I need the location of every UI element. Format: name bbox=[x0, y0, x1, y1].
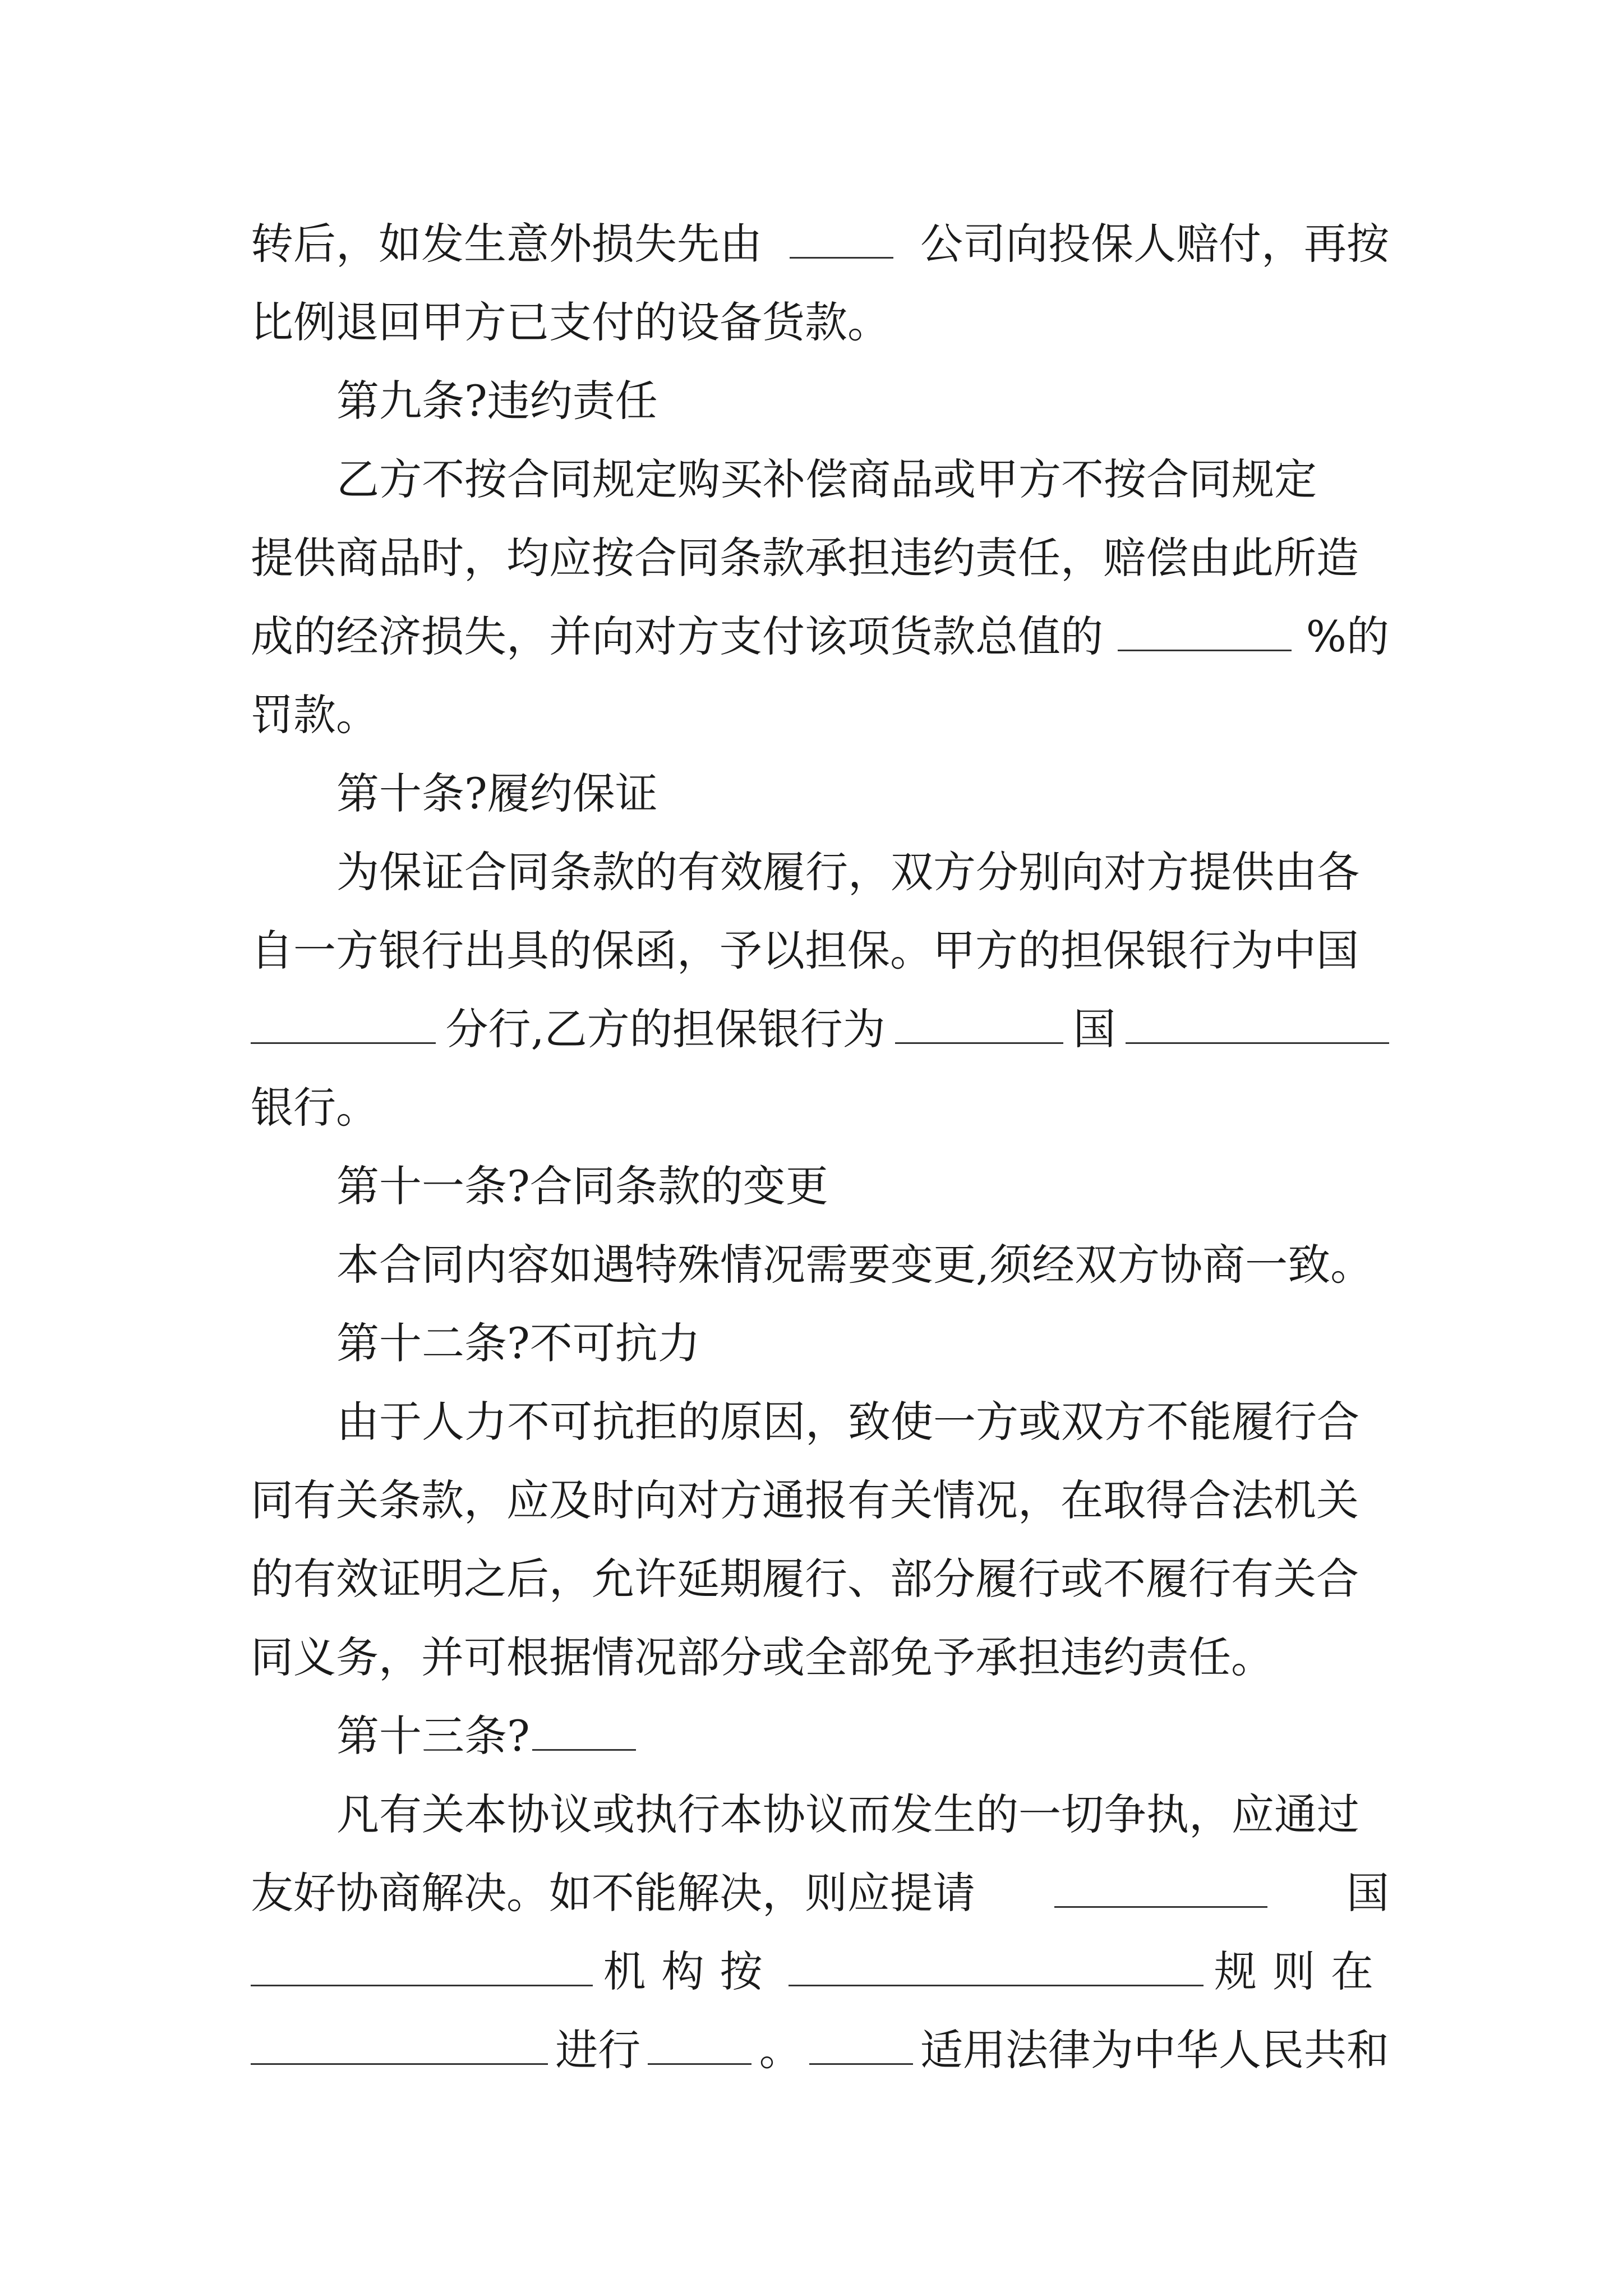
text-run: 乙方不按合同规定购买补偿商品或甲方不按合同规定 bbox=[336, 454, 1317, 504]
text-run: 本合同内容如遇特殊情况需要变更,须经双方协商一致。 bbox=[336, 1240, 1373, 1290]
text-run: 规则在 bbox=[1214, 1947, 1389, 1996]
blank-field[interactable] bbox=[1054, 1867, 1267, 1908]
text-line-1 bbox=[251, 205, 1389, 283]
text-run: 公司向投保人赔付，再按 bbox=[920, 219, 1389, 269]
text-line-18 bbox=[251, 1540, 1389, 1618]
text-line-10 bbox=[251, 912, 1389, 990]
blank-field[interactable] bbox=[789, 1945, 1204, 1986]
blank-field[interactable] bbox=[251, 2024, 548, 2065]
blank-field[interactable] bbox=[790, 218, 893, 259]
article-10-heading bbox=[336, 754, 1389, 833]
blank-field[interactable] bbox=[251, 1003, 436, 1044]
heading-text: 第十条?履约保证 bbox=[336, 769, 658, 818]
text-line-21 bbox=[336, 1775, 1389, 1854]
text-line-24 bbox=[251, 2011, 1389, 2090]
text-line-17 bbox=[251, 1461, 1389, 1540]
blank-field[interactable] bbox=[532, 1710, 636, 1751]
text-run: 凡有关本协议或执行本协议而发生的一切争执，应通过 bbox=[336, 1789, 1359, 1839]
heading-text: 第十三条? bbox=[336, 1711, 530, 1761]
text-line-11 bbox=[251, 990, 1389, 1069]
text-run: 同有关条款，应及时向对方通报有关情况，在取得合法机关 bbox=[251, 1475, 1359, 1525]
text-run: 的有效证明之后，允许延期履行、部分履行或不履行有关合 bbox=[251, 1554, 1359, 1604]
text-line-22 bbox=[251, 1854, 1389, 1932]
text-line-7 bbox=[251, 676, 1389, 754]
text-run: 同义务，并可根据情况部分或全部免予承担违约责任。 bbox=[251, 1632, 1274, 1682]
text-run: 国 bbox=[1347, 1868, 1389, 1918]
blank-field[interactable] bbox=[1126, 1003, 1389, 1044]
text-run: 成的经济损失，并向对方支付该项货款总值的 bbox=[251, 611, 1103, 661]
text-run: 银行。 bbox=[251, 1083, 379, 1133]
text-run: 国 bbox=[1073, 1004, 1116, 1054]
text-run: 机构按 bbox=[603, 1947, 778, 1996]
text-run: 友好协商解决。如不能解决，则应提请 bbox=[251, 1868, 975, 1918]
text-run: 进行 bbox=[555, 2025, 641, 2075]
text-run: %的 bbox=[1306, 611, 1389, 661]
text-run: 分行,乙方的担保银行为 bbox=[445, 1004, 886, 1054]
text-run: 罚款。 bbox=[251, 690, 379, 740]
text-run: 比例退回甲方已支付的设备货款。 bbox=[251, 297, 890, 347]
text-line-2 bbox=[251, 283, 1389, 362]
text-line-4 bbox=[336, 440, 1389, 519]
blank-field[interactable] bbox=[895, 1003, 1063, 1044]
article-11-heading bbox=[336, 1147, 1389, 1226]
text-run: 为保证合同条款的有效履行，双方分别向对方提供由各 bbox=[336, 847, 1359, 897]
article-12-heading bbox=[336, 1304, 1389, 1383]
text-line-5 bbox=[251, 519, 1389, 597]
heading-text: 第十一条?合同条款的变更 bbox=[336, 1161, 828, 1211]
text-line-9 bbox=[336, 833, 1389, 912]
text-line-23 bbox=[251, 1932, 1389, 2011]
text-run: 自一方银行出具的保函，予以担保。甲方的担保银行为中国 bbox=[251, 926, 1359, 976]
text-run: 适用法律为中华人民共和 bbox=[920, 2025, 1389, 2075]
heading-text: 第十二条?不可抗力 bbox=[336, 1318, 700, 1368]
text-run: 提供商品时，均应按合同条款承担违约责任，赔偿由此所造 bbox=[251, 533, 1359, 583]
text-line-19 bbox=[251, 1618, 1389, 1697]
blank-field[interactable] bbox=[251, 1945, 593, 1986]
blank-field[interactable] bbox=[1118, 610, 1292, 651]
article-9-heading bbox=[336, 362, 1389, 440]
text-line-14 bbox=[336, 1226, 1389, 1304]
text-line-6 bbox=[251, 597, 1389, 676]
article-13-heading bbox=[336, 1697, 1389, 1775]
text-line-16 bbox=[336, 1383, 1389, 1461]
text-line-12 bbox=[251, 1069, 1389, 1147]
text-run: 。 bbox=[759, 2025, 802, 2075]
blank-field[interactable] bbox=[648, 2024, 751, 2065]
text-run: 由于人力不可抗拒的原因，致使一方或双方不能履行合 bbox=[336, 1397, 1359, 1447]
blank-field[interactable] bbox=[809, 2024, 913, 2065]
heading-text: 第九条?违约责任 bbox=[336, 376, 658, 426]
text-run: 转后，如发生意外损失先由 bbox=[251, 219, 762, 269]
